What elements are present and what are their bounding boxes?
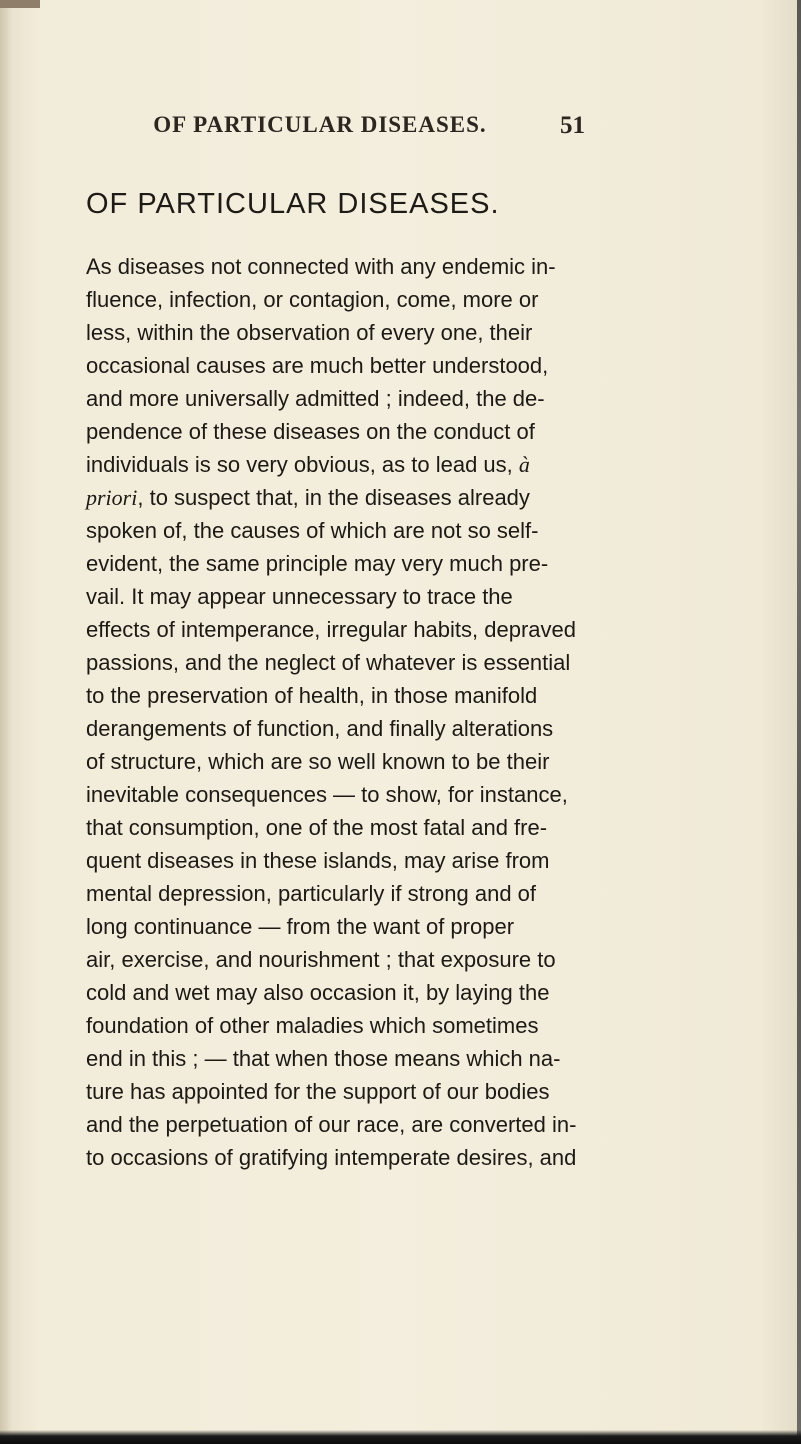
- binding-mark: [0, 0, 40, 8]
- text-line: occasional causes are much better understood,: [86, 353, 549, 378]
- page-edge: [797, 0, 801, 1444]
- text-line: evident, the same principle may very much pre-: [86, 551, 549, 576]
- text-line: less, within the observation of every one, their: [86, 320, 533, 345]
- italic-a: à: [518, 452, 530, 477]
- text-line: inevitable consequences — to show, for instance,: [86, 782, 568, 807]
- text-line: that consumption, one of the most fatal and fre-: [86, 815, 548, 840]
- italic-priori: priori: [86, 485, 138, 510]
- text-line: long continuance — from the want of proper: [86, 914, 515, 939]
- text-line: of structure, which are so well known to be their: [86, 749, 550, 774]
- text-line: foundation of other maladies which sometimes: [86, 1013, 539, 1038]
- text-line: air, exercise, and nourishment ; that exposure to: [86, 947, 556, 972]
- text-line: to occasions of gratifying intemperate desires, and: [86, 1145, 577, 1170]
- text-line: [40, 481, 640, 514]
- text-line: mental depression, particularly if strong and of: [86, 881, 537, 906]
- running-head: OF PARTICULAR DISEASES.: [153, 112, 487, 137]
- page-bottom-shadow: [0, 1430, 801, 1444]
- text-segment: individuals is so very obvious, as to lead us,: [86, 452, 513, 477]
- text-line: end in this ; — that when those means which na-: [86, 1046, 561, 1071]
- text-line: to the preservation of health, in those manifold: [86, 683, 538, 708]
- body-text: [40, 250, 640, 1174]
- text-line: passions, and the neglect of whatever is essential: [86, 650, 571, 675]
- text-line: and more universally admitted ; indeed, the de-: [86, 386, 545, 411]
- text-line: fluence, infection, or contagion, come, more or: [86, 287, 539, 312]
- text-line: cold and wet may also occasion it, by laying the: [86, 980, 550, 1005]
- text-line: vail. It may appear unnecessary to trace the: [86, 584, 513, 609]
- page-gutter: [0, 0, 12, 1444]
- text-line: pendence of these diseases on the conduct of: [86, 419, 535, 444]
- chapter-title: OF PARTICULAR DISEASES.: [86, 188, 500, 220]
- text-segment: , to suspect that, in the diseases already: [137, 485, 530, 510]
- text-line: spoken of, the causes of which are not so self-: [86, 518, 539, 543]
- text-line: As diseases not connected with any endemic in-: [86, 254, 556, 279]
- text-line: ture has appointed for the support of our bodies: [86, 1079, 550, 1104]
- text-line: [40, 448, 640, 481]
- text-line: quent diseases in these islands, may arise from: [86, 848, 550, 873]
- page-number: 51: [560, 112, 585, 139]
- text-line: and the perpetuation of our race, are converted in-: [86, 1112, 577, 1137]
- text-line: derangements of function, and finally alterations: [86, 716, 554, 741]
- text-line: effects of intemperance, irregular habits, depraved: [86, 617, 576, 642]
